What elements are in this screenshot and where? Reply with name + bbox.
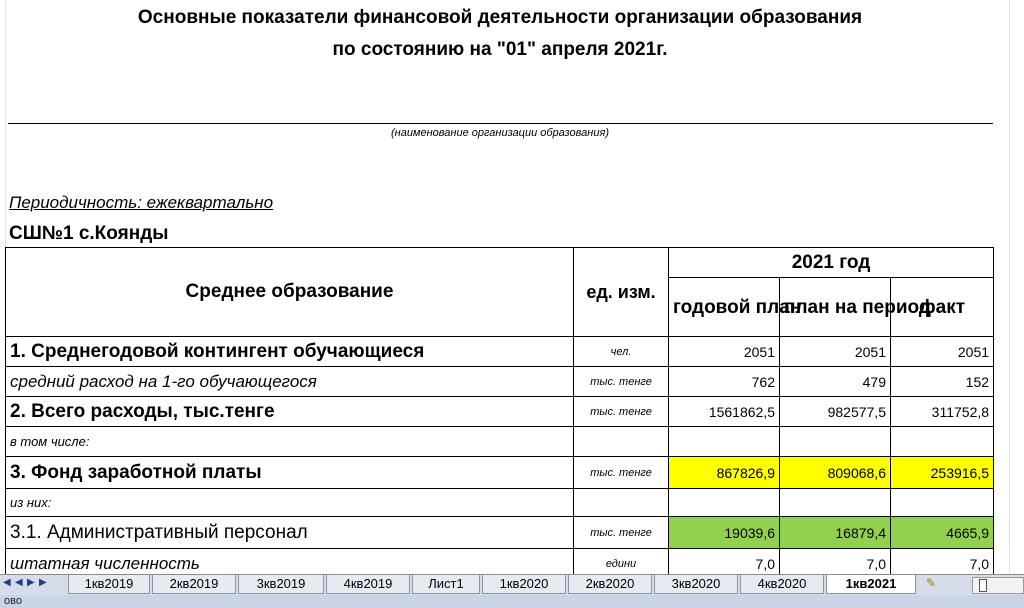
sheet-tab-1kv2020[interactable]: 1кв2020 [482, 575, 566, 594]
table-row [6, 427, 994, 457]
sheet-tab-3kv2019[interactable]: 3кв2019 [238, 575, 324, 594]
row-unit[interactable]: чел. [574, 337, 669, 367]
sheet-tab-2kv2019[interactable]: 2кв2019 [152, 575, 236, 594]
row-fact-value[interactable] [891, 427, 994, 457]
row-label[interactable]: штатная численность [6, 549, 574, 579]
sheet-tab-list1[interactable]: Лист1 [412, 575, 480, 594]
row-fact-value[interactable] [891, 489, 994, 517]
row-label[interactable]: 2. Всего расходы, тыс.тенге [6, 397, 574, 427]
organization-name: СШ№1 с.Коянды [9, 223, 169, 244]
row-annual-value[interactable]: 762 [669, 367, 780, 397]
sheet-tab-4kv2019[interactable]: 4кв2019 [326, 575, 410, 594]
row-annual-value[interactable]: 7,0 [669, 549, 780, 579]
row-fact-value[interactable]: 152 [891, 367, 994, 397]
sheet-tab-4kv2020[interactable]: 4кв2020 [740, 575, 824, 594]
row-annual-value[interactable]: 867826,9 [669, 457, 780, 489]
row-label[interactable]: 3.1. Административный персонал [6, 517, 574, 549]
document-title-line1: Основные показатели финансовой деятельности организации образования [137, 7, 863, 28]
sheet-tab-2kv2020[interactable]: 2кв2020 [568, 575, 652, 594]
header-education-type[interactable]: Среднее образование [6, 248, 574, 337]
header-unit[interactable]: ед. изм. [574, 248, 669, 337]
row-unit[interactable]: тыс. тенге [574, 457, 669, 489]
organization-name-line [8, 123, 993, 124]
row-unit[interactable]: тыс. тенге [574, 517, 669, 549]
header-period-plan[interactable]: план на период [780, 278, 891, 337]
row-label[interactable]: 3. Фонд заработной платы [6, 457, 574, 489]
first-sheet-arrow-icon[interactable]: ◀ [3, 577, 11, 588]
header-annual-plan[interactable]: годовой план [669, 278, 780, 337]
row-annual-value[interactable]: 2051 [669, 337, 780, 367]
row-fact-value[interactable]: 2051 [891, 337, 994, 367]
sheet-tab-1kv2021-active[interactable]: 1кв2021 [826, 575, 916, 594]
table-row [6, 489, 994, 517]
row-annual-value[interactable]: 1561862,5 [669, 397, 780, 427]
row-period-value[interactable] [780, 489, 891, 517]
header-year[interactable]: 2021 год [669, 248, 994, 278]
row-period-value[interactable] [780, 427, 891, 457]
row-unit[interactable] [574, 427, 669, 457]
sheet-tab-1kv2019[interactable]: 1кв2019 [68, 575, 150, 594]
row-label[interactable]: в том числе: [6, 427, 574, 457]
row-label[interactable]: 1. Среднегодовой контингент обучающиеся [6, 337, 574, 367]
row-annual-value[interactable]: 19039,6 [669, 517, 780, 549]
row-fact-value[interactable]: 253916,5 [891, 457, 994, 489]
status-text: ово [4, 595, 22, 607]
row-unit[interactable]: тыс. тенге [574, 397, 669, 427]
organization-caption: (наименование организации образования) [391, 127, 609, 139]
row-period-value[interactable]: 16879,4 [780, 517, 891, 549]
last-sheet-arrow-icon[interactable]: ▶ [39, 577, 47, 588]
row-label[interactable]: средний расход на 1-го обучающегося [6, 367, 574, 397]
gridline [1009, 0, 1010, 574]
table-row [6, 337, 994, 367]
row-unit[interactable]: едини [574, 549, 669, 579]
table-row [6, 457, 994, 489]
row-period-value[interactable]: 479 [780, 367, 891, 397]
periodicity-label: Периодичность: ежеквартально [9, 193, 274, 212]
row-unit[interactable] [574, 489, 669, 517]
row-annual-value[interactable] [669, 427, 780, 457]
next-sheet-arrow-icon[interactable]: ▶ [27, 577, 35, 588]
row-unit[interactable]: тыс. тенге [574, 367, 669, 397]
prev-sheet-arrow-icon[interactable]: ◀ [15, 577, 23, 588]
table-row [6, 517, 994, 549]
table-row [6, 397, 994, 427]
row-annual-value[interactable] [669, 489, 780, 517]
row-fact-value[interactable]: 4665,9 [891, 517, 994, 549]
horizontal-scrollbar[interactable] [972, 577, 1024, 594]
row-period-value[interactable]: 982577,5 [780, 397, 891, 427]
row-fact-value[interactable]: 7,0 [891, 549, 994, 579]
insert-sheet-icon[interactable]: ✎ [925, 576, 937, 590]
sheet-tab-bar [0, 574, 1024, 595]
row-label[interactable]: из них: [6, 489, 574, 517]
header-fact[interactable]: факт [891, 278, 994, 337]
scrollbar-thumb[interactable] [979, 579, 987, 592]
row-period-value[interactable]: 2051 [780, 337, 891, 367]
status-bar [0, 595, 1024, 608]
row-period-value[interactable]: 809068,6 [780, 457, 891, 489]
financial-indicators-table [5, 247, 994, 579]
document-title-line2: по состоянию на "01" апреля 2021г. [332, 39, 668, 60]
row-fact-value[interactable]: 311752,8 [891, 397, 994, 427]
table-row [6, 367, 994, 397]
row-period-value[interactable]: 7,0 [780, 549, 891, 579]
sheet-tab-3kv2020[interactable]: 3кв2020 [654, 575, 738, 594]
